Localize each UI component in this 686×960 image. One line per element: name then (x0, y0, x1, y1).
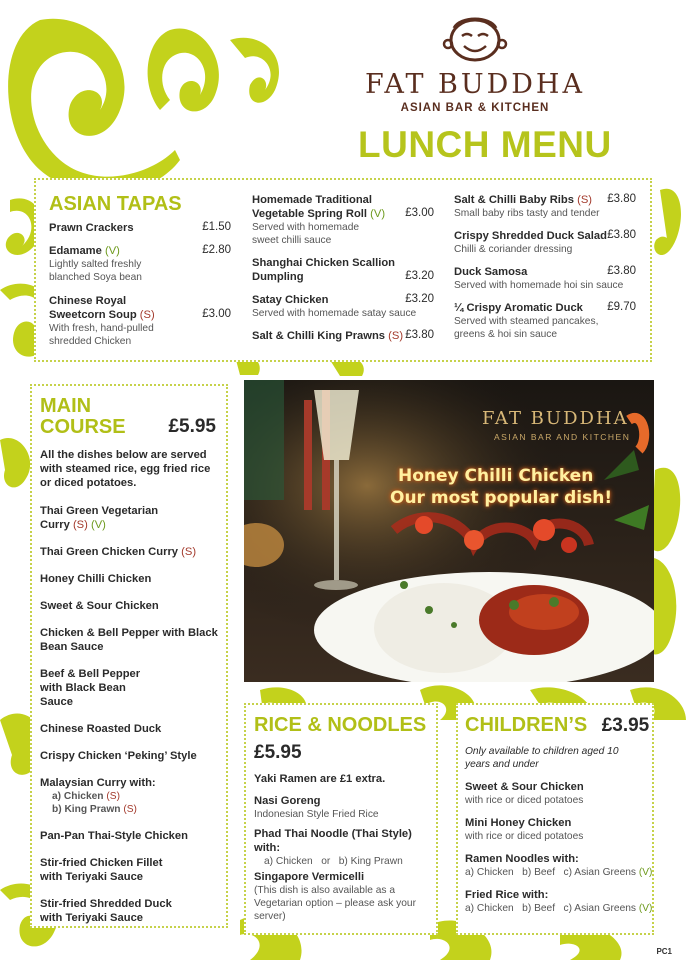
childrens-section (456, 703, 654, 935)
section-title: ASIAN TAPAS (49, 193, 182, 215)
menu-item: Prawn Crackers £1.50 (49, 221, 231, 234)
menu-item: Sweet & Sour Chicken (40, 600, 159, 612)
menu-title: LUNCH MENU (358, 124, 612, 165)
rice-price: £5.95 (254, 742, 302, 763)
main-course-section (30, 384, 228, 928)
menu-item: Satay Chicken £3.20 Served with homemade satay sauce (252, 293, 434, 319)
main-course-price: £5.95 (168, 416, 216, 437)
menu-item: Salt & Chilli King Prawns (S) £3.80 (252, 329, 434, 342)
section-title: MAIN COURSE (40, 395, 126, 438)
menu-item: Singapore Vermicelli (This dish is also available as a Vegetarian option – please ask your server) (254, 871, 416, 922)
sign-brand: FAT BUDDHA (482, 408, 629, 429)
menu-item: Salt & Chilli Baby Ribs (S) £3.80 Small baby ribs tasty and tender (454, 193, 636, 219)
sign-tagline: ASIAN BAR AND KITCHEN (494, 432, 631, 442)
menu-item: Nasi Goreng Indonesian Style Fried Rice (254, 795, 379, 820)
rice-note: Yaki Ramen are £1 extra. (254, 773, 386, 785)
menu-item: Edamame (V) £2.80 Lightly salted freshly blanched Soya bean (49, 244, 231, 283)
menu-item: Malaysian Curry with: a) Chicken (S) b) King Prawn (S) (40, 777, 156, 815)
menu-item: Mini Honey Chicken with rice or diced potatoes (465, 817, 584, 842)
menu-item: Sweet & Sour Chicken with rice or diced potatoes (465, 781, 584, 806)
rice-noodles-section (244, 703, 438, 935)
children-note: Only available to children aged 10 years and under (465, 746, 619, 770)
honey-chilli-chicken-photo (244, 380, 654, 682)
menu-item: Pan-Pan Thai-Style Chicken (40, 830, 188, 842)
menu-item: Chinese Roasted Duck (40, 723, 162, 735)
menu-item: Crispy Shredded Duck Salad £3.80 Chilli & coriander dressing (454, 229, 636, 255)
menu-item: Shanghai Chicken Scallion Dumpling £3.20 (252, 257, 434, 283)
asian-tapas-section (34, 178, 652, 362)
menu-item: Stir-fried Chicken Fillet with Teriyaki Sauce (40, 857, 163, 883)
brand-tagline: ASIAN BAR & KITCHEN (400, 102, 550, 114)
menu-item: Chicken & Bell Pepper with Black Bean Sauce (40, 627, 218, 653)
photo-caption: Our most popular dish! (390, 488, 613, 508)
menu-item: Thai Green Chicken Curry (S) (40, 546, 197, 558)
menu-item: Phad Thai Noodle (Thai Style) with: a) Chicken or b) King Prawn (254, 828, 412, 867)
menu-item: Chinese Royal Sweetcorn Soup (S) £3.00 With fresh, hand-pulled shredded Chicken (49, 295, 231, 347)
photo-caption: Honey Chilli Chicken (398, 466, 594, 486)
section-title: RICE & NOODLES (254, 714, 427, 736)
menu-item: Stir-fried Shredded Duck with Teriyaki Sauce (40, 898, 172, 924)
brand-name: FAT BUDDHA (365, 69, 585, 100)
menu-item: Beef & Bell Pepper with Black Bean Sauce (40, 668, 141, 708)
menu-item: Thai Green Vegetarian Curry (S) (V) (40, 505, 159, 531)
brand-logo (350, 14, 600, 114)
menu-item: Ramen Noodles with: a) Chicken b) Beef c) Asian Greens (V) (465, 853, 653, 878)
page-code: PC1 (656, 947, 672, 956)
menu-item: Fried Rice with: a) Chicken b) Beef c) Asian Greens (V) (465, 889, 653, 914)
section-title: CHILDREN’S (465, 714, 588, 736)
buddha-face-icon (440, 14, 510, 62)
menu-item: Homemade Traditional Vegetable Spring Roll (V) £3.00 Served with homemade sweet chilli sauce (252, 194, 434, 246)
children-price: £3.95 (601, 715, 650, 736)
menu-item: Honey Chilli Chicken (40, 573, 152, 585)
menu-item: ¼ Crispy Aromatic Duck £9.70 Served with steamed pancakes, greens & hoi sin sauce (454, 301, 636, 340)
menu-item: Crispy Chicken ‘Peking’ Style (40, 750, 197, 762)
main-course-intro: All the dishes below are served with steamed rice, egg fried rice or diced potatoes. (40, 449, 211, 489)
menu-item: Duck Samosa £3.80 Served with homemade hoi sin sauce (454, 265, 636, 291)
